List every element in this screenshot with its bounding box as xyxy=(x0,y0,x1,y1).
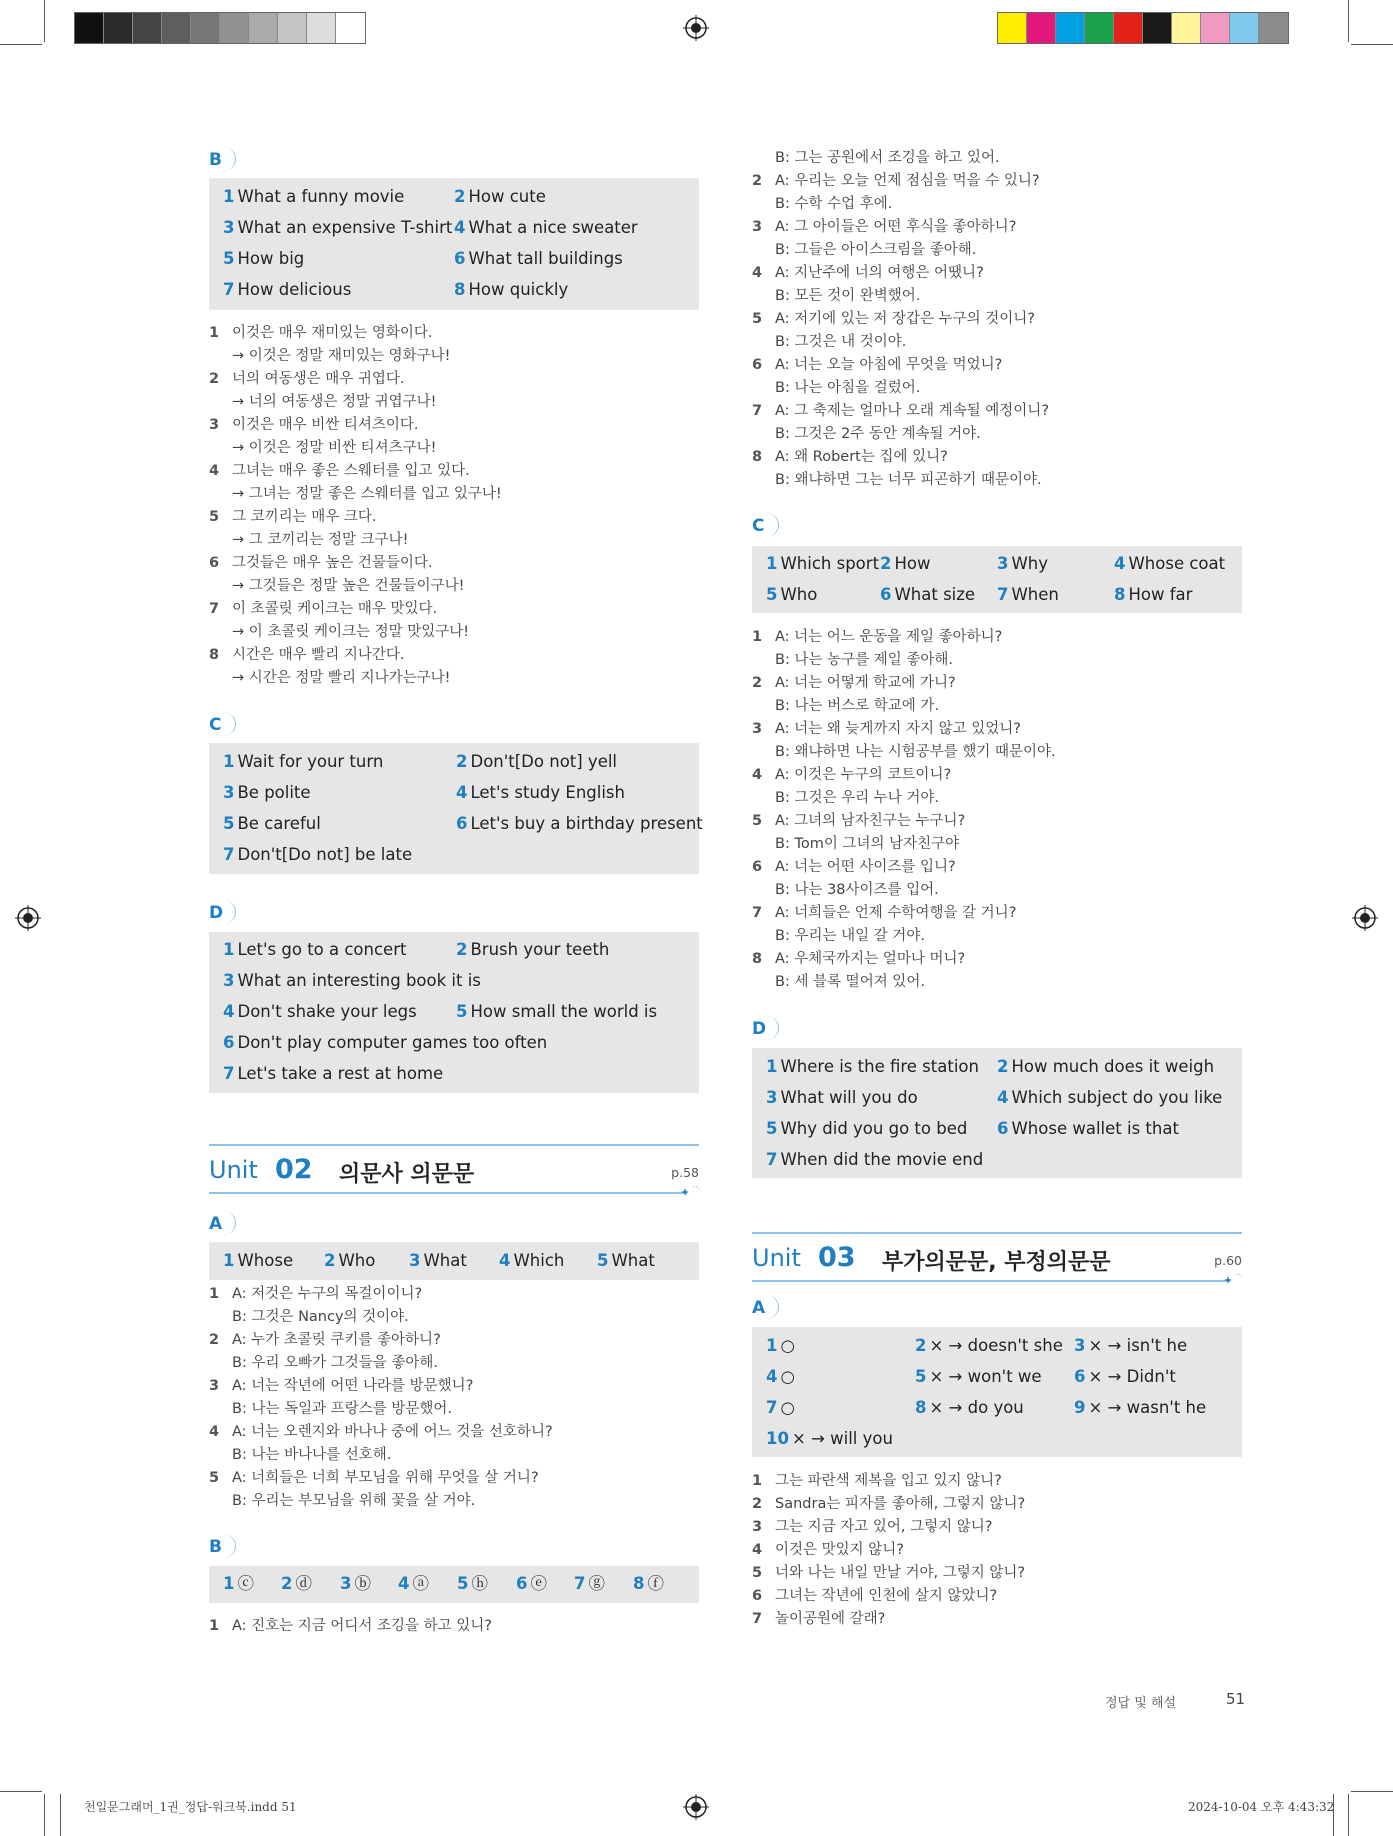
answer-item: 5 ⓗ xyxy=(457,1574,488,1593)
crop-mark xyxy=(1351,44,1393,45)
answer-item: 1 ⓒ xyxy=(223,1574,254,1593)
crop-mark xyxy=(44,0,45,42)
color-swatch xyxy=(1172,13,1201,43)
answer-item: 10 × → will you xyxy=(766,1429,893,1448)
answer-item: 2 How much does it weigh xyxy=(997,1057,1215,1076)
answer-item: 5 What xyxy=(597,1251,655,1270)
heading-rule xyxy=(209,1192,687,1194)
answer-item: 3 What will you do xyxy=(766,1088,918,1107)
answer-item: 8 × → do you xyxy=(915,1398,1024,1417)
answer-item: 7 How delicious xyxy=(223,280,352,299)
section-c-answer-box xyxy=(752,546,1242,613)
page-reference: p.60 xyxy=(1214,1253,1242,1268)
answer-item: 7 ⓖ xyxy=(574,1574,605,1593)
color-swatch xyxy=(162,13,191,43)
sparkle-icon xyxy=(1222,1272,1244,1288)
running-footer-label: 정답 및 해설 xyxy=(1105,1696,1177,1711)
answer-item: 8 ⓕ xyxy=(633,1574,664,1593)
unit-02-section-a-answer-box xyxy=(209,1242,699,1280)
color-swatch xyxy=(1114,13,1143,43)
unit-label: Unit xyxy=(209,1156,258,1184)
answer-item: 3 What xyxy=(409,1251,467,1270)
answer-item: 1 What a funny movie xyxy=(223,187,405,206)
color-swatch xyxy=(249,13,278,43)
answer-item: 1 Whose xyxy=(223,1251,294,1270)
unit-02-section-b-label: B xyxy=(209,1536,231,1558)
unit-02-section-a-label: A xyxy=(209,1213,231,1235)
color-swatch xyxy=(336,13,365,43)
crop-mark xyxy=(1348,1794,1349,1836)
answer-item: 4 Don't shake your legs xyxy=(223,1002,417,1021)
process-color-bar xyxy=(997,12,1289,44)
unit-02-heading xyxy=(209,1150,699,1194)
color-swatch xyxy=(191,13,220,43)
answer-item: 2 How cute xyxy=(454,187,546,206)
answer-item: 3 What an interesting book it is xyxy=(223,971,481,990)
unit-03-section-a-answer-box xyxy=(752,1327,1242,1457)
crop-mark xyxy=(1348,0,1349,42)
answer-item: 1 ○ xyxy=(766,1336,795,1355)
color-swatch xyxy=(278,13,307,43)
crop-mark xyxy=(60,1794,61,1836)
color-swatch xyxy=(133,13,162,43)
answer-item: 4 ○ xyxy=(766,1367,795,1386)
unit-03-section-a-label: A xyxy=(752,1297,774,1319)
answer-item: 7 When did the movie end xyxy=(766,1150,984,1169)
unit-number: 02 xyxy=(275,1154,313,1185)
answer-item: 6 What tall buildings xyxy=(454,249,623,268)
color-swatch xyxy=(1230,13,1259,43)
print-timestamp: 2024-10-04 오후 4:43:32 xyxy=(1188,1800,1335,1814)
answer-item: 9 × → wasn't he xyxy=(1074,1398,1207,1417)
answer-item: 1 Wait for your turn xyxy=(223,752,384,771)
registration-mark-icon xyxy=(1352,905,1378,931)
answer-item: 8 How far xyxy=(1114,585,1193,604)
color-swatch xyxy=(307,13,336,43)
answer-item: 4 What a nice sweater xyxy=(454,218,638,237)
answer-item: 2 ⓓ xyxy=(281,1574,312,1593)
section-d-label: D xyxy=(752,1018,774,1040)
answer-item: 2 × → doesn't she xyxy=(915,1336,1063,1355)
color-swatch xyxy=(220,13,249,43)
answer-item: 6 What size xyxy=(880,585,976,604)
crop-mark xyxy=(0,44,42,45)
registration-mark-icon xyxy=(683,15,709,41)
color-swatch xyxy=(75,13,104,43)
section-d-answer-box xyxy=(209,932,699,1093)
color-swatch xyxy=(1056,13,1085,43)
answer-item: 5 Why did you go to bed xyxy=(766,1119,968,1138)
registration-mark-icon xyxy=(683,1794,709,1820)
gray-color-bar xyxy=(74,12,366,44)
page-reference: p.58 xyxy=(671,1165,699,1180)
file-slug: 천일문그래머_1권_정답-워크북.indd 51 xyxy=(84,1800,297,1814)
section-b-answer-box xyxy=(209,178,699,310)
section-c-label: C xyxy=(752,515,774,537)
answer-item: 5 How big xyxy=(223,249,305,268)
heading-rule xyxy=(209,1144,699,1146)
registration-mark-icon xyxy=(15,905,41,931)
answer-item: 4 Which subject do you like xyxy=(997,1088,1223,1107)
answer-item: 3 ⓑ xyxy=(340,1574,371,1593)
answer-item: 7 Let's take a rest at home xyxy=(223,1064,444,1083)
color-swatch xyxy=(1201,13,1230,43)
unit-label: Unit xyxy=(752,1244,801,1272)
answer-item: 2 Don't[Do not] yell xyxy=(456,752,618,771)
answer-item: 2 Brush your teeth xyxy=(456,940,610,959)
section-b-label: B xyxy=(209,149,231,171)
unit-title: 부가의문문, 부정의문문 xyxy=(882,1250,1111,1275)
answer-item: 6 × → Didn't xyxy=(1074,1367,1176,1386)
unit-number: 03 xyxy=(818,1242,856,1273)
unit-03-heading xyxy=(752,1238,1242,1282)
sparkle-icon xyxy=(679,1184,701,1200)
answer-item: 3 Be polite xyxy=(223,783,311,802)
crop-mark xyxy=(44,1794,45,1836)
answer-item: 7 When xyxy=(997,585,1059,604)
answer-item: 2 Who xyxy=(324,1251,376,1270)
answer-item: 6 Don't play computer games too often xyxy=(223,1033,548,1052)
unit-title: 의문사 의문문 xyxy=(339,1162,475,1187)
answer-item: 5 Who xyxy=(766,585,818,604)
color-swatch xyxy=(1143,13,1172,43)
color-swatch xyxy=(104,13,133,43)
section-d-label: D xyxy=(209,902,231,924)
answer-item: 1 Let's go to a concert xyxy=(223,940,407,959)
heading-rule xyxy=(752,1232,1242,1234)
heading-rule xyxy=(752,1280,1230,1282)
answer-item: 2 How xyxy=(880,554,931,573)
answer-item: 3 What an expensive T-shirt xyxy=(223,218,453,237)
answer-item: 1 Which sport xyxy=(766,554,880,573)
answer-item: 4 Which xyxy=(499,1251,565,1270)
answer-item: 3 Why xyxy=(997,554,1049,573)
answer-item: 4 Whose coat xyxy=(1114,554,1226,573)
unit-02-section-b-answer-box xyxy=(209,1566,699,1603)
answer-item: 5 Be careful xyxy=(223,814,321,833)
answer-item: 1 Where is the fire station xyxy=(766,1057,979,1076)
answer-item: 4 ⓐ xyxy=(398,1574,429,1593)
answer-item: 5 × → won't we xyxy=(915,1367,1042,1386)
page-number: 51 xyxy=(1226,1690,1246,1708)
answer-item: 6 Whose wallet is that xyxy=(997,1119,1179,1138)
section-d-answer-box xyxy=(752,1048,1242,1178)
color-swatch xyxy=(1085,13,1114,43)
answer-item: 7 Don't[Do not] be late xyxy=(223,845,413,864)
answer-item: 7 ○ xyxy=(766,1398,795,1417)
color-swatch xyxy=(1027,13,1056,43)
answer-item: 3 × → isn't he xyxy=(1074,1336,1188,1355)
answer-item: 4 Let's study English xyxy=(456,783,625,802)
answer-item: 8 How quickly xyxy=(454,280,569,299)
section-c-answer-box xyxy=(209,743,703,874)
crop-mark xyxy=(0,1791,42,1792)
answer-item: 6 Let's buy a birthday present xyxy=(456,814,703,833)
answer-item: 5 How small the world is xyxy=(456,1002,658,1021)
section-c-label: C xyxy=(209,714,231,736)
answer-item: 6 ⓔ xyxy=(516,1574,547,1593)
color-swatch xyxy=(998,13,1027,43)
crop-mark xyxy=(1351,1791,1393,1792)
color-swatch xyxy=(1259,13,1288,43)
